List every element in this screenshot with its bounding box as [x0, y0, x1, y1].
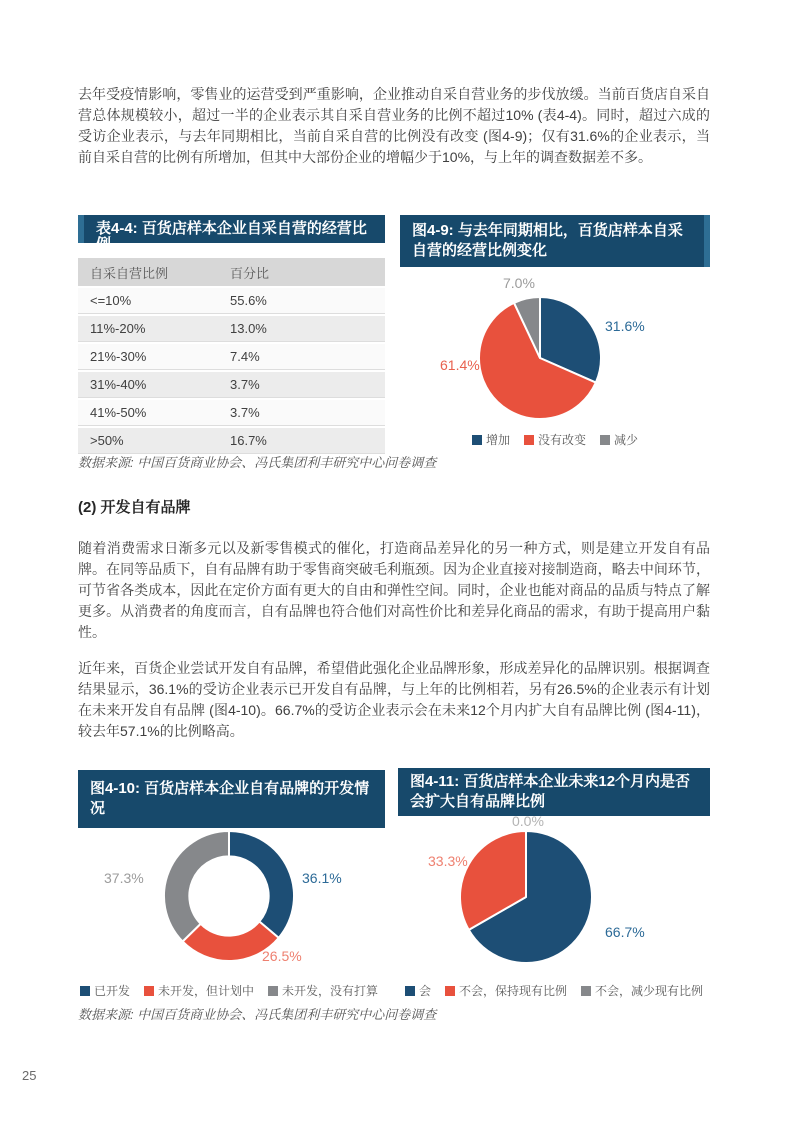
table-cell: <=10%	[78, 288, 218, 314]
table-4-4	[78, 256, 385, 456]
figure-4-10-title: 图4-10: 百货店样本企业自有品牌的开发情况	[78, 770, 385, 828]
table-cell: 16.7%	[218, 428, 385, 454]
legend-item	[472, 431, 510, 448]
table-row	[78, 400, 385, 426]
figure-4-9-title: 图4-9: 与去年同期相比，百货店样本自采自营的经营比例变化	[400, 215, 710, 267]
pie-label-decrease: 7.0%	[503, 275, 535, 291]
column-header-percent: 百分比	[218, 258, 385, 286]
table-cell: 55.6%	[218, 288, 385, 314]
figure-4-11-pie-chart	[458, 829, 594, 965]
figure-4-11-title: 图4-11: 百货店样本企业未来12个月内是否会扩大自有品牌比例	[398, 768, 710, 816]
table-cell: 31%-40%	[78, 372, 218, 398]
legend-label: 减少	[614, 433, 639, 447]
table-cell: 11%-20%	[78, 316, 218, 342]
table-cell: 7.4%	[218, 344, 385, 370]
table-cell: 41%-50%	[78, 400, 218, 426]
legend-swatch-icon	[524, 435, 534, 445]
data-source-2: 数据来源: 中国百货商业协会、冯氏集团利丰研究中心问卷调查	[78, 1007, 437, 1022]
legend-swatch-icon	[268, 986, 278, 996]
legend-swatch-icon	[600, 435, 610, 445]
table-4-4-block	[78, 215, 385, 456]
table-row	[78, 288, 385, 314]
legend-label: 没有改变	[537, 433, 586, 447]
legend-label: 已开发	[94, 984, 131, 998]
pie-label-reduce: 0.0%	[512, 813, 544, 829]
figure-4-9-legend	[400, 431, 710, 448]
table-4-4-title: 表4-4: 百货店样本企业自采自营的经营比例	[78, 215, 385, 243]
legend-swatch-icon	[472, 435, 482, 445]
legend-item	[268, 982, 378, 999]
legend-item	[80, 982, 130, 999]
table-row	[78, 316, 385, 342]
legend-label: 增加	[485, 433, 510, 447]
table-cell: >50%	[78, 428, 218, 454]
legend-label: 未开发，但计划中	[158, 984, 255, 998]
figure-4-10-legend	[80, 982, 392, 999]
paragraph-self-procurement: 去年受疫情影响，零售业的运营受到严重影响，企业推动自采自营业务的步伐放缓。当前百货店自采自营总体规模较小，超过一半的企业表示其自采自营业务的比例不超过10% (表4-4)。同时，超过六成的受访企业表示，与去年同期相比，当前自采自营的比例没有改变 (图4-9)；仅有31.6%的企业表示，当前自采自营的比例有所增加，但其中大部份企业的增幅少于10%，与上年的调查数据差不多。	[78, 86, 710, 165]
legend-item	[581, 982, 703, 999]
donut-label-planned: 26.5%	[262, 948, 302, 964]
figure-4-11-legend	[405, 982, 717, 999]
data-source-1: 数据来源: 中国百货商业协会、冯氏集团利丰研究中心问卷调查	[78, 455, 437, 470]
table-cell: 3.7%	[218, 372, 385, 398]
pie-label-no-change: 61.4%	[440, 357, 480, 373]
table-header-row	[78, 258, 385, 286]
donut-label-no-plan: 37.3%	[104, 870, 144, 886]
figure-4-10-donut-chart	[162, 829, 296, 963]
figure-4-11-block	[398, 768, 710, 978]
donut-label-developed: 36.1%	[302, 870, 342, 886]
page-number: 25	[22, 1068, 37, 1083]
figure-4-9-pie-chart	[477, 295, 603, 421]
pie-slice	[164, 831, 229, 941]
legend-swatch-icon	[581, 986, 591, 996]
column-header-ratio: 自采自营比例	[78, 258, 218, 286]
legend-label: 不会，保持现有比例	[459, 984, 568, 998]
section-heading-2: (2) 开发自有品牌	[78, 499, 191, 516]
legend-swatch-icon	[445, 986, 455, 996]
legend-swatch-icon	[144, 986, 154, 996]
paragraph-private-brand-1: 随着消费需求日渐多元以及新零售模式的催化，打造商品差异化的另一种方式，则是建立开发自有品牌。在同等品质下，自有品牌有助于零售商突破毛利瓶颈。因为企业直接对接制造商，略去中间环节，可节省各类成本，因此在定价方面有更大的自由和弹性空间。同时，企业也能对商品的品质与特点了解更多。从消费者的角度而言，自有品牌也符合他们对高性价比和差异化商品的需求，有助于提高用户黏性。	[78, 540, 710, 640]
legend-item	[524, 431, 586, 448]
legend-item	[144, 982, 254, 999]
legend-label: 未开发，没有打算	[282, 984, 379, 998]
pie-label-keep: 33.3%	[428, 853, 468, 869]
legend-item	[405, 982, 431, 999]
table-cell: 3.7%	[218, 400, 385, 426]
table-row	[78, 344, 385, 370]
table-body	[78, 288, 385, 454]
figure-4-10-block	[78, 770, 385, 975]
legend-item	[445, 982, 567, 999]
table-cell: 21%-30%	[78, 344, 218, 370]
table-cell: 13.0%	[218, 316, 385, 342]
paragraph-private-brand-2: 近年来，百货企业尝试开发自有品牌，希望借此强化企业品牌形象，形成差异化的品牌识别。根据调查结果显示，36.1%的受访企业表示已开发自有品牌，与上年的比例相若，另有26.5%的企业表示有计划在未来开发自有品牌 (图4-10)。66.7%的受访企业表示会在未来12个月内扩大自有品牌比例 (图4-11)，较去年57.1%的比例略高。	[78, 660, 710, 739]
table-row	[78, 372, 385, 398]
pie-slice	[229, 831, 294, 938]
table-row	[78, 428, 385, 454]
legend-swatch-icon	[80, 986, 90, 996]
pie-label-will-expand: 66.7%	[605, 924, 645, 940]
legend-swatch-icon	[405, 986, 415, 996]
legend-label: 不会，减少现有比例	[595, 984, 704, 998]
legend-item	[600, 431, 638, 448]
legend-label: 会	[419, 984, 432, 998]
pie-label-increase: 31.6%	[605, 318, 645, 334]
figure-4-9-block	[400, 215, 710, 460]
